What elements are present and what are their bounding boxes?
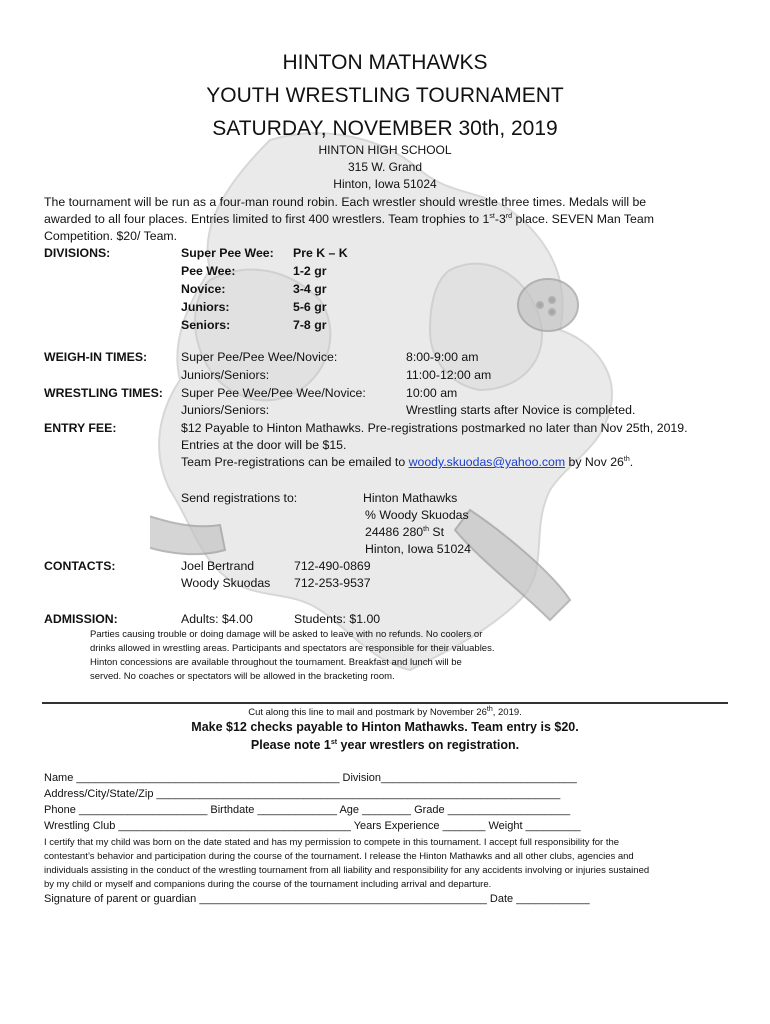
certify-line: contestant’s behavior and participation during the course of the tournament. I release the Hinton Mathawks and all other clubs, agencies and [44, 851, 634, 862]
school-name: HINTON HIGH SCHOOL [318, 143, 452, 157]
intro-line-2: awarded to all four places. Entries limited to first 400 wrestlers. Team trophies to 1st-3rd place. SEVEN Man Team [44, 212, 654, 226]
entry-fee-line-2: Entries at the door will be $15. [181, 438, 347, 452]
phone-birthdate-age-grade-field[interactable]: Phone _____________________ Birthdate _____________ Age ________ Grade ____________________ [44, 804, 571, 816]
school-street: 315 W. Grand [347, 160, 423, 174]
contact-name: Woody Skuodas [181, 576, 271, 590]
admission-label: ADMISSION: [44, 612, 118, 626]
division-grades: 7-8 gr [293, 318, 327, 332]
send-street: 24486 280th St [365, 525, 445, 539]
intro-line-3: Competition. $20/ Team. [44, 229, 178, 243]
club-experience-weight-field[interactable]: Wrestling Club ______________________________________ Years Experience _______ Weight _________ [44, 820, 581, 832]
division-grades: 5-6 gr [293, 300, 327, 314]
division-grades: Pre K – K [293, 246, 348, 260]
contact-name: Joel Bertrand [181, 559, 255, 573]
division-name: Super Pee Wee: [181, 246, 274, 260]
contact-phone: 712-253-9537 [294, 576, 371, 590]
weigh-in-group: Super Pee/Pee Wee/Novice: [181, 350, 338, 364]
contact-phone: 712-490-0869 [294, 559, 371, 573]
wrestling-group: Super Pee Wee/Pee Wee/Novice: [181, 386, 366, 400]
admission-students: Students: $1.00 [294, 612, 381, 626]
division-grades: 3-4 gr [293, 282, 327, 296]
weigh-in-label: WEIGH-IN TIMES: [44, 350, 148, 364]
division-grades: 1-2 gr [293, 264, 327, 278]
entry-fee-line-3: Team Pre-registrations can be emailed to woody.skuodas@yahoo.com by Nov 26th. [181, 455, 634, 469]
send-city: Hinton, Iowa 51024 [365, 542, 471, 556]
wrestling-time: 10:00 am [406, 386, 458, 400]
name-division-field[interactable]: Name ___________________________________________ Division________________________________ [44, 772, 577, 784]
wrestling-times-label: WRESTLING TIMES: [44, 386, 163, 400]
certify-line: individuals assisting in the conduct of the wrestling tournament from all liability and responsibility for any accidents involving or injuries sustained [44, 865, 650, 876]
signature-field[interactable]: Signature of parent or guardian _______________________________________________ Date ____________ [44, 893, 590, 905]
weigh-in-time: 8:00-9:00 am [406, 350, 479, 364]
admission-note: drinks allowed in wrestling areas. Participants and spectators are responsible for their valuables. [90, 643, 495, 654]
admission-note: Hinton concessions are available throughout the tournament. Breakfast and lunch will be [90, 657, 462, 668]
contacts-label: CONTACTS: [44, 559, 116, 573]
school-city: Hinton, Iowa 51024 [333, 177, 437, 191]
admission-adults: Adults: $4.00 [181, 612, 253, 626]
division-name: Novice: [181, 282, 226, 296]
cut-instructions: Cut along this line to mail and postmark by November 26th, 2019. [248, 705, 522, 718]
weigh-in-time: 11:00-12:00 am [406, 368, 492, 382]
divisions-label: DIVISIONS: [44, 246, 111, 260]
title-line-3: SATURDAY, NOVEMBER 30th, 2019 [212, 117, 558, 140]
wrestling-time: Wrestling starts after Novice is completed. [406, 403, 636, 417]
certify-line: I certify that my child was born on the date stated and has my permission to compete in this tournament. I accept full responsibility for the [44, 837, 620, 848]
title-line-2: YOUTH WRESTLING TOURNAMENT [206, 84, 564, 107]
admission-note: served. No coaches or spectators will be allowed in the bracketing room. [90, 671, 395, 682]
intro-line-1: The tournament will be run as a four-man round robin. Each wrestler should wrestle three times. Medals will be [44, 195, 647, 209]
weigh-in-group: Juniors/Seniors: [181, 368, 270, 382]
entry-fee-line-1: $12 Payable to Hinton Mathawks. Pre-registrations postmarked no later than Nov 25th, 2019. [181, 421, 688, 435]
email-link[interactable]: woody.skuodas@yahoo.com [408, 455, 566, 469]
division-name: Juniors: [181, 300, 230, 314]
division-name: Pee Wee: [181, 264, 236, 278]
wrestling-group: Juniors/Seniors: [181, 403, 270, 417]
send-attn: % Woody Skuodas [365, 508, 469, 522]
address-field[interactable]: Address/City/State/Zip __________________________________________________________________ [44, 788, 561, 800]
certify-line: by my child or myself and companions during the course of the tournament including arrival and departure. [44, 879, 492, 890]
checks-payable-note: Make $12 checks payable to Hinton Mathawks. Team entry is $20. [191, 720, 579, 734]
cut-line [42, 702, 728, 704]
admission-note: Parties causing trouble or doing damage will be asked to leave with no refunds. No coolers or [90, 629, 483, 640]
send-label: Send registrations to: [181, 491, 298, 505]
send-name: Hinton Mathawks [363, 491, 458, 505]
entry-fee-label: ENTRY FEE: [44, 421, 117, 435]
title-line-1: HINTON MATHAWKS [282, 51, 488, 74]
division-name: Seniors: [181, 318, 231, 332]
first-year-note: Please note 1st year wrestlers on registration. [250, 738, 520, 752]
